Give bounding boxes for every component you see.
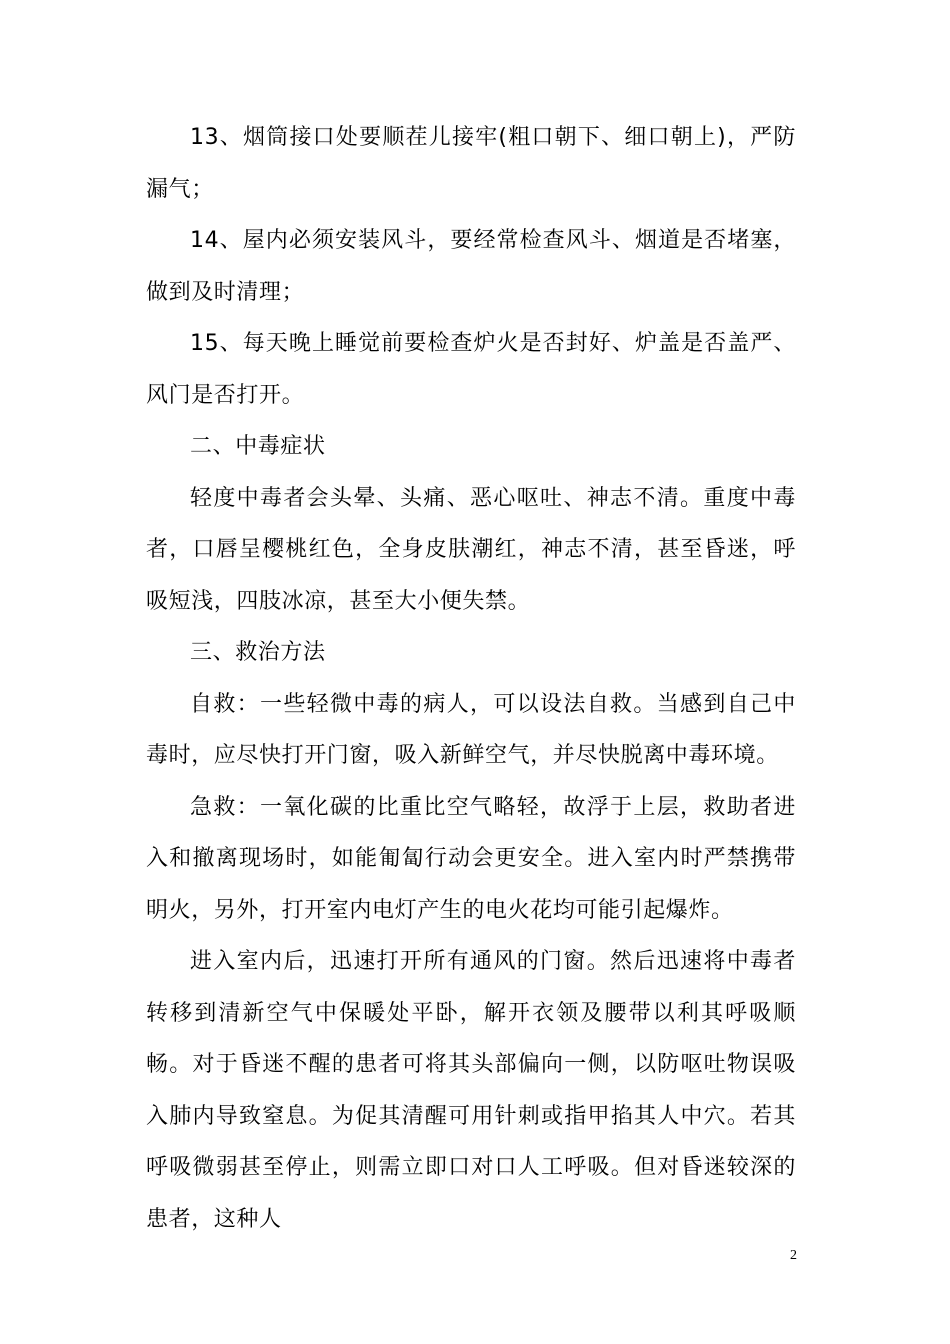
paragraph-first-aid: 急救：一氧化碳的比重比空气略轻，故浮于上层，救助者进入和撤离现场时，如能匍匐行动会更安全。进入室内时严禁携带明火，另外，打开室内电灯产生的电火花均可能引起爆炸。 (146, 794, 796, 923)
paragraph-item-15: 15、每天晚上睡觉前要检查炉火是否封好、炉盖是否盖严、风门是否打开。 (146, 331, 796, 408)
paragraph-item-13: 13、烟筒接口处要顺茬儿接牢(粗口朝下、细口朝上)，严防漏气； (146, 125, 796, 202)
paragraph-item-14: 14、屋内必须安装风斗，要经常检查风斗、烟道是否堵塞，做到及时清理； (146, 228, 796, 305)
section-heading-treatment: 三、救治方法 (190, 640, 326, 665)
paragraph-indoor-rescue: 进入室内后，迅速打开所有通风的门窗。然后迅速将中毒者转移到清新空气中保暖处平卧，解开衣领及腰带以利其呼吸顺畅。对于昏迷不醒的患者可将其头部偏向一侧，以防呕吐物误吸入肺内导致窒息。为促其清醒可用针刺或指甲掐其人中穴。若其呼吸微弱甚至停止，则需立即口对口人工呼吸。但对昏迷较深的患者，这种人 (146, 949, 796, 1232)
document-body (146, 112, 796, 1245)
paragraph-symptoms: 轻度中毒者会头晕、头痛、恶心呕吐、神志不清。重度中毒者，口唇呈樱桃红色，全身皮肤潮红，神志不清，甚至昏迷，呼吸短浅，四肢冰凉，甚至大小便失禁。 (146, 485, 796, 614)
paragraph-self-rescue: 自救：一些轻微中毒的病人，可以设法自救。当感到自己中毒时，应尽快打开门窗，吸入新鲜空气，并尽快脱离中毒环境。 (146, 691, 796, 768)
section-heading-symptoms: 二、中毒症状 (190, 434, 326, 459)
page-number: 2 (790, 1248, 797, 1263)
